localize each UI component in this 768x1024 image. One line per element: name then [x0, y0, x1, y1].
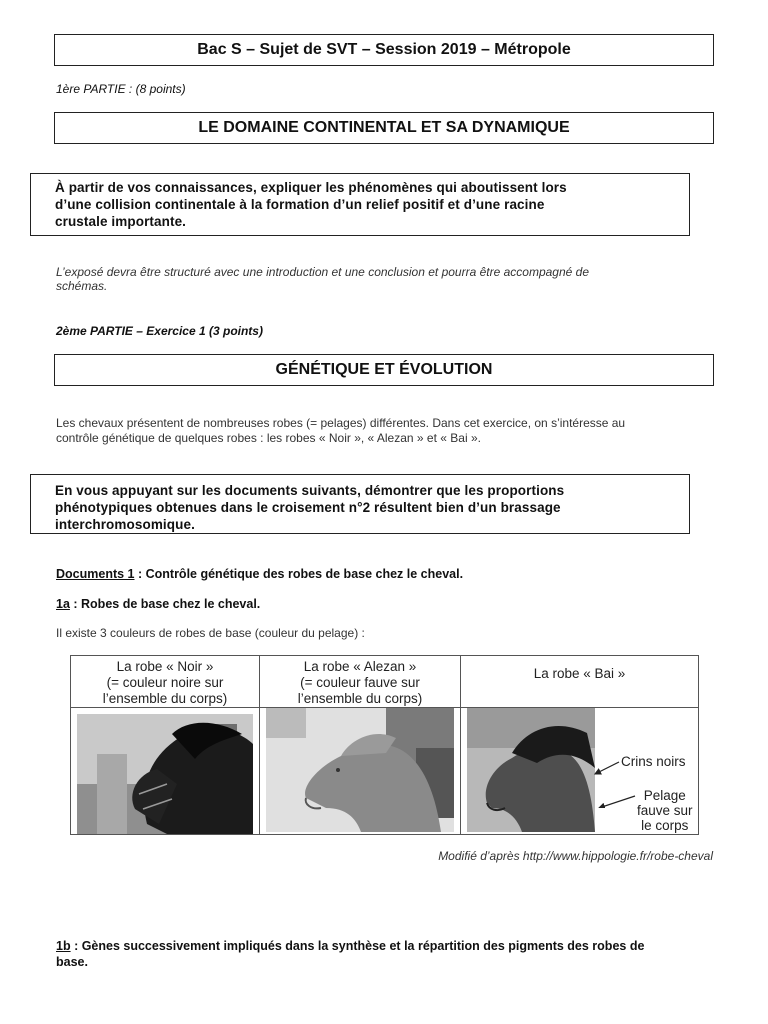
partie1-label	[56, 82, 186, 96]
partie2-section-title: GÉNÉTIQUE ET ÉVOLUTION	[275, 361, 493, 378]
annotation-pelage-line: fauve sur	[637, 803, 693, 818]
photo-source	[438, 849, 713, 863]
partie1-section-box	[54, 112, 714, 144]
page-title: Bac S – Sujet de SVT – Session 2019 – Métropole	[197, 41, 571, 58]
robe-noir-line: La robe « Noir »	[116, 659, 214, 674]
annotation-arrows	[581, 748, 641, 808]
robe-alezan-header	[260, 656, 461, 708]
doc1a-text: : Robes de base chez le cheval.	[69, 597, 261, 611]
doc1b-ref: 1b	[56, 939, 71, 953]
partie2-question-line: phénotypiques obtenues dans le croisement n°2 résultent bien d’un brassage	[55, 500, 561, 515]
doc1-ref: Documents 1	[56, 567, 135, 581]
horse-noir-photo	[77, 714, 253, 834]
partie1-question-line: crustale importante.	[55, 214, 187, 229]
partie1-note-line: L’exposé devra être structuré avec une introduction et une conclusion et pourra être accompagné de	[56, 265, 589, 279]
annotation-pelage	[637, 788, 693, 833]
robes-table	[70, 655, 699, 835]
partie1-section-title: LE DOMAINE CONTINENTAL ET SA DYNAMIQUE	[198, 119, 570, 136]
robe-bai-photo-cell	[461, 708, 699, 835]
robe-alezan-line: La robe « Alezan »	[303, 659, 417, 674]
partie2-question-line: interchromosomique.	[55, 517, 195, 532]
partie1-question-line: d’une collision continentale à la formation d’un relief positif et d’une racine	[55, 197, 545, 212]
partie1-label-text: 1ère PARTIE : (8 points)	[56, 82, 186, 96]
photo-source-text: Modifié d’après http://www.hippologie.fr/robe-cheval	[438, 849, 713, 863]
header-title-box	[54, 34, 714, 66]
robe-noir-line: l’ensemble du corps)	[102, 691, 228, 706]
doc1a-intro-text: Il existe 3 couleurs de robes de base (couleur du pelage) :	[56, 626, 365, 640]
robe-noir-photo-cell	[71, 708, 260, 835]
doc1-heading	[56, 567, 463, 581]
partie2-intro-line: Les chevaux présentent de nombreuses robes (= pelages) différentes. Dans cet exercice, on s’intéresse au	[56, 416, 626, 430]
annotation-pelage-line: Pelage	[643, 788, 686, 803]
partie2-section-box	[54, 354, 714, 386]
partie2-intro	[56, 416, 625, 446]
partie2-question-box	[30, 474, 690, 534]
doc1b-line: base.	[56, 955, 88, 969]
partie2-intro-line: contrôle génétique de quelques robes : les robes « Noir », « Alezan » et « Bai ».	[56, 431, 481, 445]
partie2-label-text: 2ème PARTIE – Exercice 1 (3 points)	[56, 324, 263, 338]
horse-bai-photo	[467, 708, 595, 832]
annotation-pelage-line: le corps	[641, 818, 689, 833]
doc1b-heading	[56, 938, 644, 970]
robe-alezan-line: (= couleur fauve sur	[300, 675, 420, 690]
partie2-label	[56, 324, 263, 338]
doc1-text: : Contrôle génétique des robes de base chez le cheval.	[134, 567, 464, 581]
robe-alezan-line: l’ensemble du corps)	[297, 691, 423, 706]
partie2-question-line: En vous appuyant sur les documents suivants, démontrer que les proportions	[55, 483, 565, 498]
horse-alezan-photo	[266, 708, 454, 832]
annotation-crins-text: Crins noirs	[621, 754, 686, 769]
robe-alezan-photo-cell	[260, 708, 461, 835]
robe-noir-header	[71, 656, 260, 708]
robe-bai-header	[461, 656, 699, 708]
partie1-note-line: schémas.	[56, 279, 108, 293]
partie1-note	[56, 265, 589, 293]
robe-noir-line: (= couleur noire sur	[106, 675, 224, 690]
doc1a-heading	[56, 597, 260, 611]
doc1b-line: : Gènes successivement impliqués dans la synthèse et la répartition des pigments des robes de	[70, 939, 645, 953]
partie1-question-line: À partir de vos connaissances, expliquer les phénomènes qui aboutissent lors	[55, 180, 567, 195]
partie1-question-box	[30, 173, 690, 236]
robe-bai-line: La robe « Bai »	[533, 666, 626, 681]
doc1a-intro	[56, 626, 365, 641]
doc1a-ref: 1a	[56, 597, 70, 611]
